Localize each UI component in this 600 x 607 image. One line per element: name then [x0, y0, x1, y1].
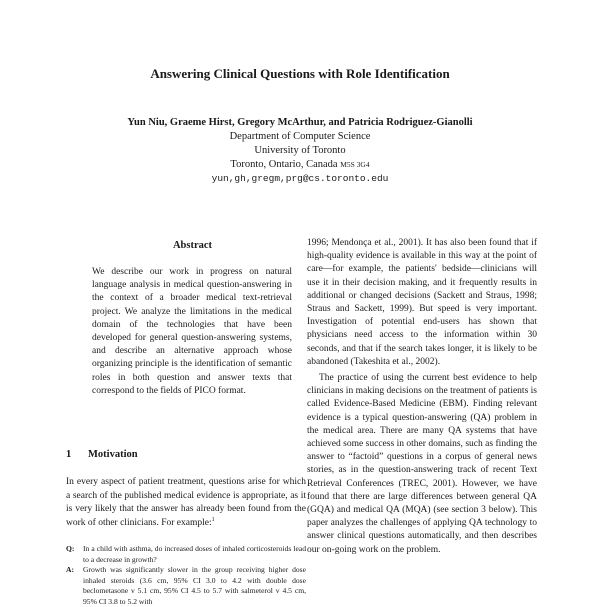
abstract-heading: Abstract	[172, 240, 213, 251]
footnote-marker: 1	[211, 516, 215, 523]
answer-text: Growth was significantly slower in the group receiving higher dose inhaled steroids (3.6 cm, 95% CI 3.0 to 4.2 with double dose beclometasone v 5.1 cm, 95% CI 4.5 to 5.7 with salmeterol v 4.5 cm, 95% CI 3.8 to 5.2 with	[83, 565, 306, 606]
abstract-body: We describe our work in progress on natural language analysis in medical question-answering in the context of a broader medical text-retrieval project. We analyze the limitations in the medical domain of the technologies that have been developed for general question-answering systems, and describe an alternative approach whose organizing principle is the identification of semantic roles in both question and answer texts that correspond to the fields of PICO format.	[92, 267, 292, 396]
right-paragraph-2: The practice of using the current best evidence to help clinicians in making decisions on the treatment of patients is called Evidence-Based Medicine (EBM). Finding relevant evidence is a typical question-answering (QA) problem in the medical area. There are many QA systems that have achieved some success in other domains, such as finding the answer to “factoid” questions in a corpus of general news stories, as in the question-answering track of recent Text Retrieval Conferences (TREC, 2001). However, we have found that there are large differences between general QA (GQA) and medical QA (MQA) (see section 3 below). This paper analyzes the challenges of applying QA technology to answer clinical questions automatically, and then describes our on-going work on the problem.	[307, 373, 537, 555]
intro-paragraph-text: In every aspect of patient treatment, questions arise for which a search of the published medical evidence is appropriate, as it is very likely that the answer has already been found from the work of other clinicians. For example:	[66, 477, 306, 528]
right-column	[307, 237, 537, 557]
example-answer	[66, 565, 306, 607]
question-text: In a child with asthma, do increased doses of inhaled corticosteroids lead to a decrease in growth?	[83, 544, 306, 564]
author-list: Yun Niu, Graeme Hirst, Gregory McArthur, and Patricia Rodriguez-Gianolli	[127, 117, 473, 128]
affiliation-department: Department of Computer Science	[229, 131, 371, 142]
answer-tag: A:	[66, 565, 75, 574]
paper-title: Answering Clinical Questions with Role Identification	[150, 66, 450, 81]
right-paragraph-1: 1996; Mendonça et al., 2001). It has also been found that if high-quality evidence is available in this way at the point of care—for example, the patients' bedside—clinicians will use it in their decision making, and it frequently results in additional or changed decisions (Sackett and Straus, 1998; Straus and Sackett, 1999). But speed is very important. Investigation of potential end-users has shown that physicians need access to the information within 30 seconds, and that if the search takes longer, it is likely to be abandoned (Takeshita et al., 2002).	[307, 238, 537, 367]
section-number: 1	[66, 449, 72, 460]
section-heading	[66, 449, 138, 460]
affiliation-city: Toronto, Ontario, Canada	[230, 159, 341, 170]
question-tag: Q:	[66, 544, 75, 553]
intro-paragraph	[66, 476, 306, 530]
affiliation-address	[0, 159, 600, 170]
example-question	[66, 544, 306, 565]
section-title: Motivation	[88, 449, 138, 460]
affiliation-postcode: M5S 3G4	[340, 160, 370, 169]
affiliation-university: University of Toronto	[254, 145, 346, 156]
author-email: yun,gh,gregm,prg@cs.toronto.edu	[211, 173, 389, 184]
